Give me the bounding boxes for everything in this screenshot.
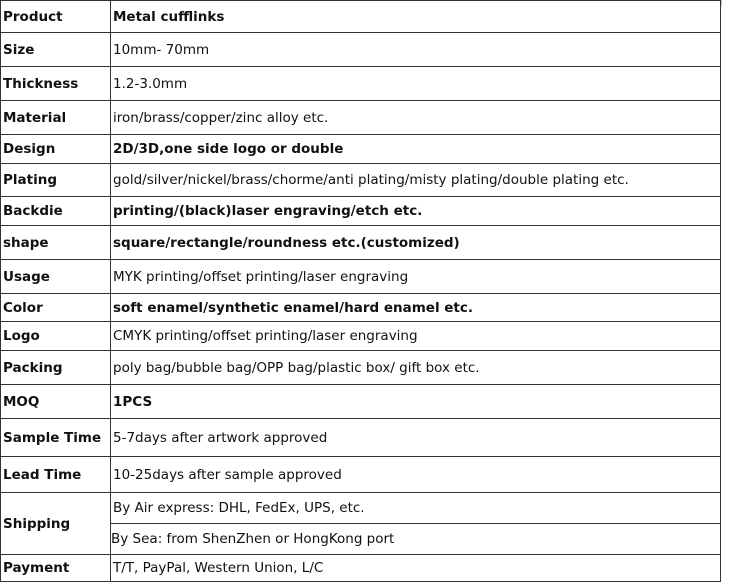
row-label: Color xyxy=(1,294,111,322)
row-value: 5-7days after artwork approved xyxy=(111,419,721,457)
row-label: Thickness xyxy=(1,67,111,101)
row-label: Usage xyxy=(1,260,111,294)
row-label: Design xyxy=(1,135,111,164)
row-value: MYK printing/offset printing/laser engraving xyxy=(111,260,721,294)
row-value: printing/(black)laser engraving/etch etc. xyxy=(111,197,721,226)
row-label: Product xyxy=(1,1,111,33)
table-row xyxy=(1,1,721,33)
row-label: Material xyxy=(1,101,111,135)
row-value xyxy=(111,493,721,555)
row-value: soft enamel/synthetic enamel/hard enamel etc. xyxy=(111,294,721,322)
table-row xyxy=(1,322,721,351)
row-value: 10-25days after sample approved xyxy=(111,457,721,493)
row-label: Plating xyxy=(1,164,111,197)
table-row xyxy=(1,67,721,101)
row-label: Packing xyxy=(1,351,111,385)
shipping-line-sea: By Sea: from ShenZhen or HongKong port xyxy=(111,523,721,554)
table-row xyxy=(1,555,721,582)
row-value: 1.2-3.0mm xyxy=(111,67,721,101)
table-row xyxy=(1,197,721,226)
row-label: Shipping xyxy=(1,493,111,555)
row-value: Metal cufflinks xyxy=(111,1,721,33)
table-row xyxy=(1,351,721,385)
table-row xyxy=(1,101,721,135)
row-label: Sample Time xyxy=(1,419,111,457)
table-row xyxy=(1,385,721,419)
table-row xyxy=(1,493,721,555)
row-value: 2D/3D,one side logo or double xyxy=(111,135,721,164)
row-value: T/T, PayPal, Western Union, L/C xyxy=(111,555,721,582)
row-label: shape xyxy=(1,226,111,260)
row-value: poly bag/bubble bag/OPP bag/plastic box/ gift box etc. xyxy=(111,351,721,385)
row-value: square/rectangle/roundness etc.(customized) xyxy=(111,226,721,260)
row-label: Lead Time xyxy=(1,457,111,493)
table-row xyxy=(1,33,721,67)
row-label: MOQ xyxy=(1,385,111,419)
row-value: 10mm- 70mm xyxy=(111,33,721,67)
row-label: Size xyxy=(1,33,111,67)
table-row xyxy=(1,226,721,260)
row-label: Payment xyxy=(1,555,111,582)
row-label: Logo xyxy=(1,322,111,351)
table-row xyxy=(1,260,721,294)
right-border-stub xyxy=(721,0,722,6)
row-value: CMYK printing/offset printing/laser engraving xyxy=(111,322,721,351)
row-value: gold/silver/nickel/brass/chorme/anti plating/misty plating/double plating etc. xyxy=(111,164,721,197)
table-row xyxy=(1,457,721,493)
table-row xyxy=(1,419,721,457)
row-label: Backdie xyxy=(1,197,111,226)
table-row xyxy=(1,294,721,322)
shipping-line-air: By Air express: DHL, FedEx, UPS, etc. xyxy=(113,500,365,516)
table-row xyxy=(1,135,721,164)
row-value: iron/brass/copper/zinc alloy etc. xyxy=(111,101,721,135)
row-value: 1PCS xyxy=(111,385,721,419)
table-row xyxy=(1,164,721,197)
